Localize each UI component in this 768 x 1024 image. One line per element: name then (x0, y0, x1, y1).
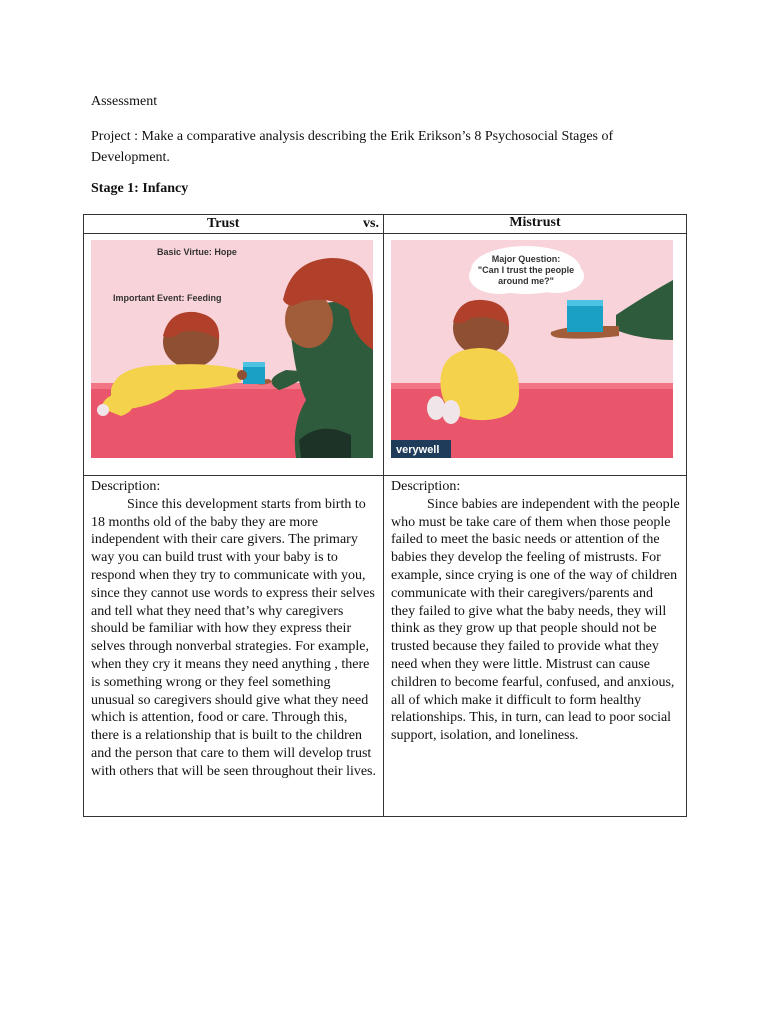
question-line-1: Major Question: (491, 254, 561, 264)
header-trust: Trust (207, 216, 240, 231)
mistrust-description-body: Since babies are independent with the people who must be take care of them when those people failed to meet the basic needs or attention of the babies they develop the feeling of mistrusts. For example, since crying is one of the way of children communicate with their caregivers/parents and they failed to give what the baby needs, they will think as they grow up that people should not be trusted because they failed to provide what they need when they were little. Mistrust can cause children to become fearful, confused, and anxious, all of which make it difficult to form healthy relationships. This, in turn, can lead to poor social support, isolation, and loneliness. (391, 496, 680, 744)
description-row (84, 476, 687, 817)
header-left-cell (84, 215, 384, 234)
assessment-label: Assessment (91, 94, 158, 109)
header-vs: vs. (363, 216, 379, 231)
trust-illustration (91, 240, 373, 458)
project-text: Project : Make a comparative analysis describing the Erik Erikson’s 8 Psychosocial Stages of Development. (91, 129, 614, 165)
trust-description-body: Since this development starts from birth to 18 months old of the baby they are more independent with their care givers. The primary way you can build trust with your baby is to respond when they try to communicate with you, since they cannot use words to express their selves and tell what they need that’s why caregivers should be familiar with how they express their selves through nonverbal strategies. For example, when they cry it means they need anything , there is something wrong or they feel something unusual so caregivers should give what they need which is attention, food or care. Through this, there is a relationship that is built to the children and the person that care to them will develop trust with others that will be seen throughout their lives. (91, 496, 377, 779)
virtue-label: Basic Virtue: Hope (157, 247, 237, 257)
mistrust-description-label: Description: (391, 479, 461, 494)
verywell-logo: verywell (396, 444, 440, 456)
comparison-table (83, 214, 687, 817)
trust-description-label: Description: (91, 479, 161, 494)
question-line-3: around me?" (498, 276, 554, 286)
event-label: Important Event: Feeding (113, 293, 222, 303)
image-row (84, 234, 687, 476)
trust-description-cell (84, 476, 384, 817)
stage-title: Stage 1: Infancy (91, 181, 189, 196)
table-header-row (84, 215, 687, 234)
header-mistrust: Mistrust (384, 215, 687, 234)
mistrust-illustration (391, 240, 673, 458)
question-line-2: "Can I trust the people (477, 265, 575, 275)
mistrust-description-cell (384, 476, 687, 817)
mistrust-image-cell (384, 234, 687, 476)
trust-image-cell (84, 234, 384, 476)
